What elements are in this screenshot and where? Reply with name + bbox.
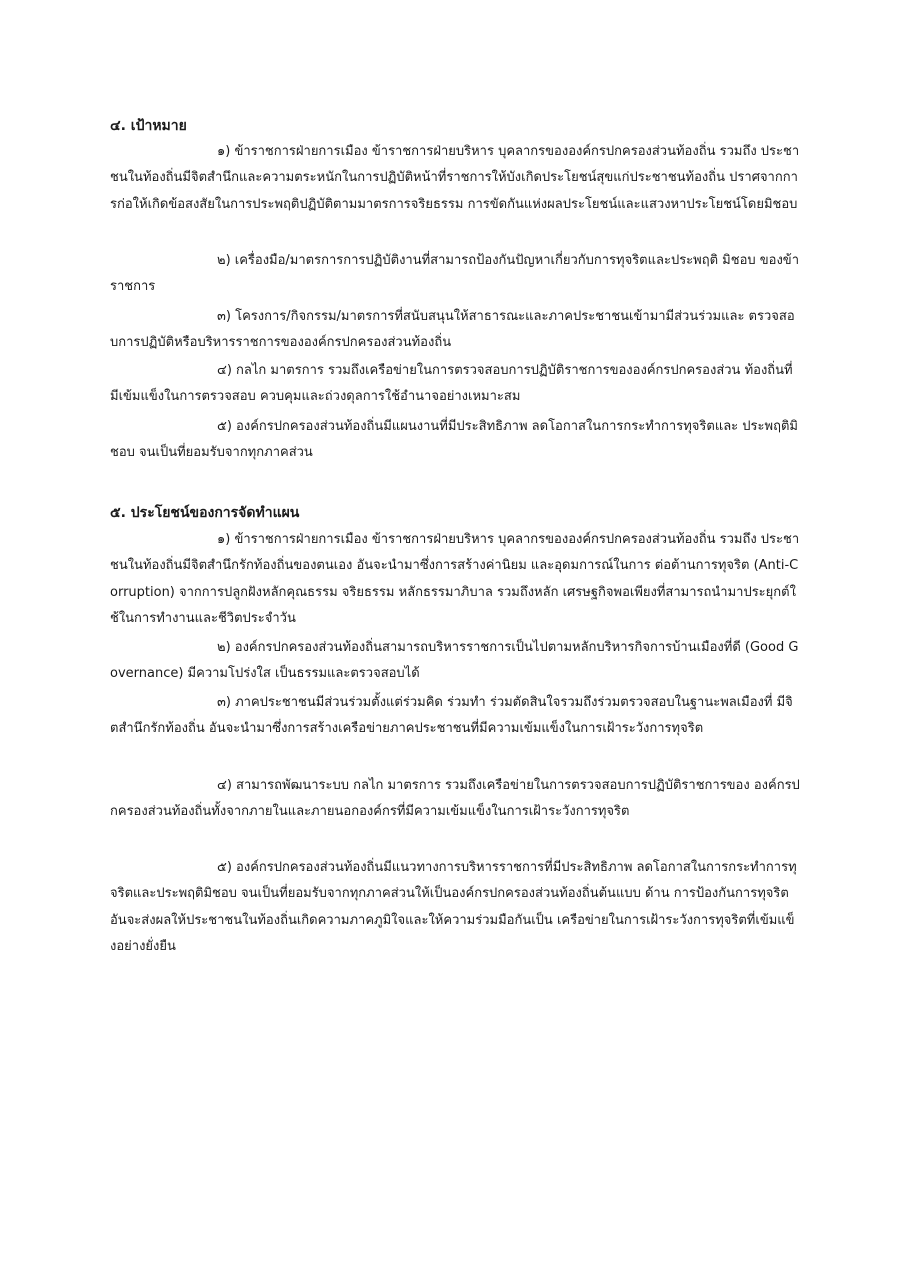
section-5-item-5: ๕) องค์กรปกครองส่วนท้องถิ่นมีแนวทางการบริหารราชการที่มีประสิทธิภาพ ลดโอกาสในการกระทำการทุจริตและประพฤติมิชอบ จนเป็นที่ยอมรับจากทุกภาคส่วนให้เป็นองค์กรปกครองส่วนท้องถิ่นต้นแบบ ด้าน การป้องกันการทุจริต อันจะส่งผลให้ประชาชนในท้องถิ่นเกิดความภาคภูมิใจและให้ความร่วมมือกันเป็น เครือข่ายในการเฝ้าระวังการทุจริตที่เข้มแข็งอย่างยั่งยืน: [110, 860, 797, 954]
section-4-heading: ๔. เป้าหมาย: [110, 118, 187, 134]
section-5-item-1: ๑) ข้าราชการฝ่ายการเมือง ข้าราชการฝ่ายบริหาร บุคลากรขององค์กรปกครองส่วนท้องถิ่น รวมถึง ประชาชนในท้องถิ่นมีจิตสำนึกรักท้องถิ่นของตนเอง อันจะนำมาซึ่งการสร้างค่านิยม และอุดมการณ์ในการ ต่อต้านการทุจริต (Anti-Corruption) จากการปลูกฝังหลักคุณธรรม จริยธรรม หลักธรรมาภิบาล รวมถึงหลัก เศรษฐกิจพอเพียงที่สามารถนำมาประยุกต์ใช้ในการทำงานและชีวิตประจำวัน: [110, 532, 800, 626]
section-4-item-2: ๒) เครื่องมือ/มาตรการการปฏิบัติงานที่สามารถป้องกันปัญหาเกี่ยวกับการทุจริตและประพฤติ มิชอบ ของข้าราชการ: [110, 253, 799, 295]
section-4-item-1: ๑) ข้าราชการฝ่ายการเมือง ข้าราชการฝ่ายบริหาร บุคลากรขององค์กรปกครองส่วนท้องถิ่น รวมถึง ประชาชนในท้องถิ่นมีจิตสำนึกและความตระหนักในการปฏิบัติหน้าที่ราชการให้บังเกิดประโยชน์สุขแก่ประชาชนท้องถิ่น ปราศจากการก่อให้เกิดข้อสงสัยในการประพฤติปฏิบัติตามมาตรการจริยธรรม การขัดกันแห่งผลประโยชน์และแสวงหาประโยชน์โดยมิชอบ: [110, 144, 800, 212]
section-5-item-2: ๒) องค์กรปกครองส่วนท้องถิ่นสามารถบริหารราชการเป็นไปตามหลักบริหารกิจการบ้านเมืองที่ดี (Good Governance) มีความโปร่งใส เป็นธรรมและตรวจสอบได้: [110, 640, 799, 682]
section-4-item-4: ๔) กลไก มาตรการ รวมถึงเครือข่ายในการตรวจสอบการปฏิบัติราชการขององค์กรปกครองส่วน ท้องถิ่นที่มีเข้มแข็งในการตรวจสอบ ควบคุมและถ่วงดุลการใช้อำนาจอย่างเหมาะสม: [110, 363, 793, 405]
section-4-item-5: ๕) องค์กรปกครองส่วนท้องถิ่นมีแผนงานที่มีประสิทธิภาพ ลดโอกาสในการกระทำการทุจริตและ ประพฤติมิชอบ จนเป็นที่ยอมรับจากทุกภาคส่วน: [110, 419, 798, 461]
section-5-heading: ๕. ประโยชน์ของการจัดทำแผน: [110, 505, 300, 521]
section-5-item-4: ๔) สามารถพัฒนาระบบ กลไก มาตรการ รวมถึงเครือข่ายในการตรวจสอบการปฏิบัติราชการของ องค์กรปกครองส่วนท้องถิ่นทั้งจากภายในและภายนอกองค์กรที่มีความเข้มแข็งในการเฝ้าระวังการทุจริต: [110, 778, 800, 820]
section-5-item-3: ๓) ภาคประชาชนมีส่วนร่วมตั้งแต่ร่วมคิด ร่วมทำ ร่วมตัดสินใจรวมถึงร่วมตรวจสอบในฐานะพลเมืองที่ มีจิตสำนึกรักท้องถิ่น อันจะนำมาซึ่งการสร้างเครือข่ายภาคประชาชนที่มีความเข้มแข็งในการเฝ้าระวังการทุจริต: [110, 695, 793, 737]
section-4-item-3: ๓) โครงการ/กิจกรรม/มาตรการที่สนับสนุนให้สาธารณะและภาคประชาชนเข้ามามีส่วนร่วมและ ตรวจสอบการปฏิบัติหรือบริหารราชการขององค์กรปกครองส่วนท้องถิ่น: [110, 309, 795, 351]
